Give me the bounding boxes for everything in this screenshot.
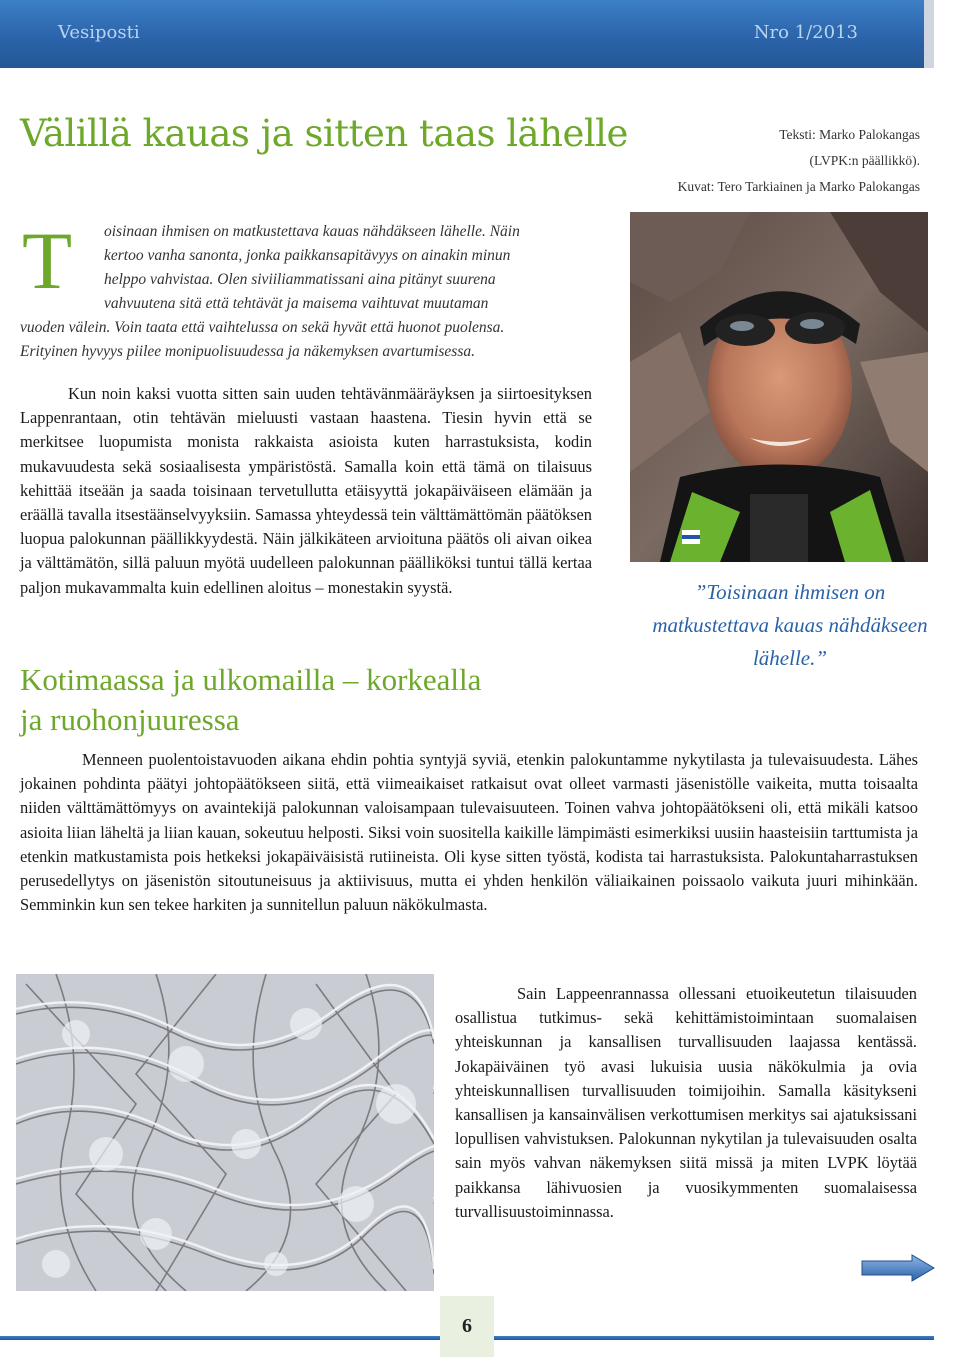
header-bar [0,0,934,68]
lead-line: helppo vahvistaa. Olen siviiliammatissani aina pitänyt suurena [104,271,496,288]
lead-line: vahvuutena sitä että tehtävät ja maisema vaihtuvat muutaman [104,295,489,312]
body-paragraph-2: Menneen puolentoistavuoden aikana ehdin pohtia syntyjä syviä, etenkin palokuntamme nykytilasta ja tulevaisuudesta. Lähes jokainen pohdinta päätyi johtopäätökseen siitä, että viimeaikaiset ratkaisut ovat olleet varmasti jäsenistölle vaikeita, mutta toisaalta niiden välttämättömyys on avaintekijä palokunnan valoisampaan tulevaisuuteen. Toinen vahva johtopäätökseni oli, että mikäli katsoo asioita liian läheltä ja liian kauan, sokeutuu helposti. Siksi voin suositella kaikille lämpimästi esimerkiksi uusiin haasteisiin tarttumista ja etenkin matkustamista pois hetkeksi jokapäiväisistä rutiineista. Oli kyse sitten työstä, kodista tai harrastuksista. Palokuntaharrastuksen perusedellytys on jäsenistön sitoutuneisuus ja aktiivisuus, mutta ei yhden henkilön väliaikainen poissaolo vaikuta juuri mihinkään. Semminkin kun sen tekee harkiten ja sunnitellun paluun näkökulmasta. [20,750,918,915]
page-number: 6 [440,1296,494,1357]
lead-line: vuoden välein. Voin taata että vaihtelussa on sekä hyvät että huonot puolensa. [20,319,505,336]
issue-number: Nro 1/2013 [753,22,858,43]
portrait-photo-art [630,212,928,562]
section-heading-line: Kotimaassa ja ulkomailla – korkealla [20,662,482,697]
credit-photos: Kuvat: Tero Tarkiainen ja Marko Palokangas [677,179,920,194]
snowy-branches-art [16,974,434,1291]
lead-line: kertoo vanha sanonta, jonka paikkansapitävyys on ainakin minun [104,247,511,264]
credit-text: Teksti: Marko Palokangas [779,127,920,142]
body-paragraph-3: Sain Lappeenrannassa ollessani etuoikeutetun tilaisuuden osallistua tutkimus- sekä kehittämistoimintaan suomalaisen yhteiskunnan ja kansallisen turvallisuuden laajassa kentässä. Jokapäiväinen työ avasi lukuisia uusia näkökulmia ja ovia yhteiskunnallisen turvallisuuden toimijoihin. Samalla käsitykseni kansallisen ja kansainvälisen verkottumisen merkitys sai ajatuksissani lopullisen vahvistuksen. Palokunnan nykytilan ja tulevaisuuden osalta sain myös vahvan näkemyksen siitä missä ja miten LVPK löytää paikkansa lähivuosien ja vuosikymmenten suomalaisessa turvallisuustoiminnassa. [455,984,917,1221]
pull-quote: ”Toisinaan ihmisen on matkustettava kauas nähdäkseen lähelle.” [652,580,928,670]
lead-line: Erityinen hyvyys piilee monipuolisuudessa ja näkemyksen avartumisessa. [20,343,475,360]
article-title: Välillä kauas ja sitten taas lähelle [20,112,628,155]
credits [678,122,920,200]
next-page-arrow-icon[interactable] [860,1254,936,1282]
lead-line: oisinaan ihmisen on matkustettava kauas nähdäkseen lähelle. Näin [104,223,520,240]
snowy-branches-photo [16,974,434,1291]
publication-name: Vesiposti [58,22,140,43]
footer-bar [0,1336,934,1357]
drop-cap: T [22,215,73,306]
body-paragraph-1: Kun noin kaksi vuotta sitten sain uuden tehtävänmääräyksen ja siirtoesityksen Lappenrantaan, otin tehtävän mieluusti vastaan haastena. Tiesin hyvin että se merkitsee luopumista monista rakkaista asioista kuten harrastuksista, kodin mukavuudesta sekä sosiaalisesta ympäristöstä. Samalla koin että tämä on tilaisuus kehittää itseään ja saada toisinaan tervetullutta etäisyyttä jokapäiväiseen elämään ja eräällä tavalla itsestäänselvyyksiin. Samassa yhteydessä tein välttämättömän päätöksen luopua palokunnan päällikkyydestä. Näin jälkikäteen arvioituna päätös oli aivan oikea ja välttämätön, sillä paluun myötä uudelleen palokunnan päälliköksi tuntui tällä kertaa paljon mukavammalta kuin edellinen aloitus – monestakin syystä. [20,384,592,597]
section-heading-line: ja ruohonjuuressa [20,702,240,737]
portrait-photo [630,212,928,562]
section-heading [20,660,481,740]
credit-role: (LVPK:n päällikkö). [809,153,920,168]
